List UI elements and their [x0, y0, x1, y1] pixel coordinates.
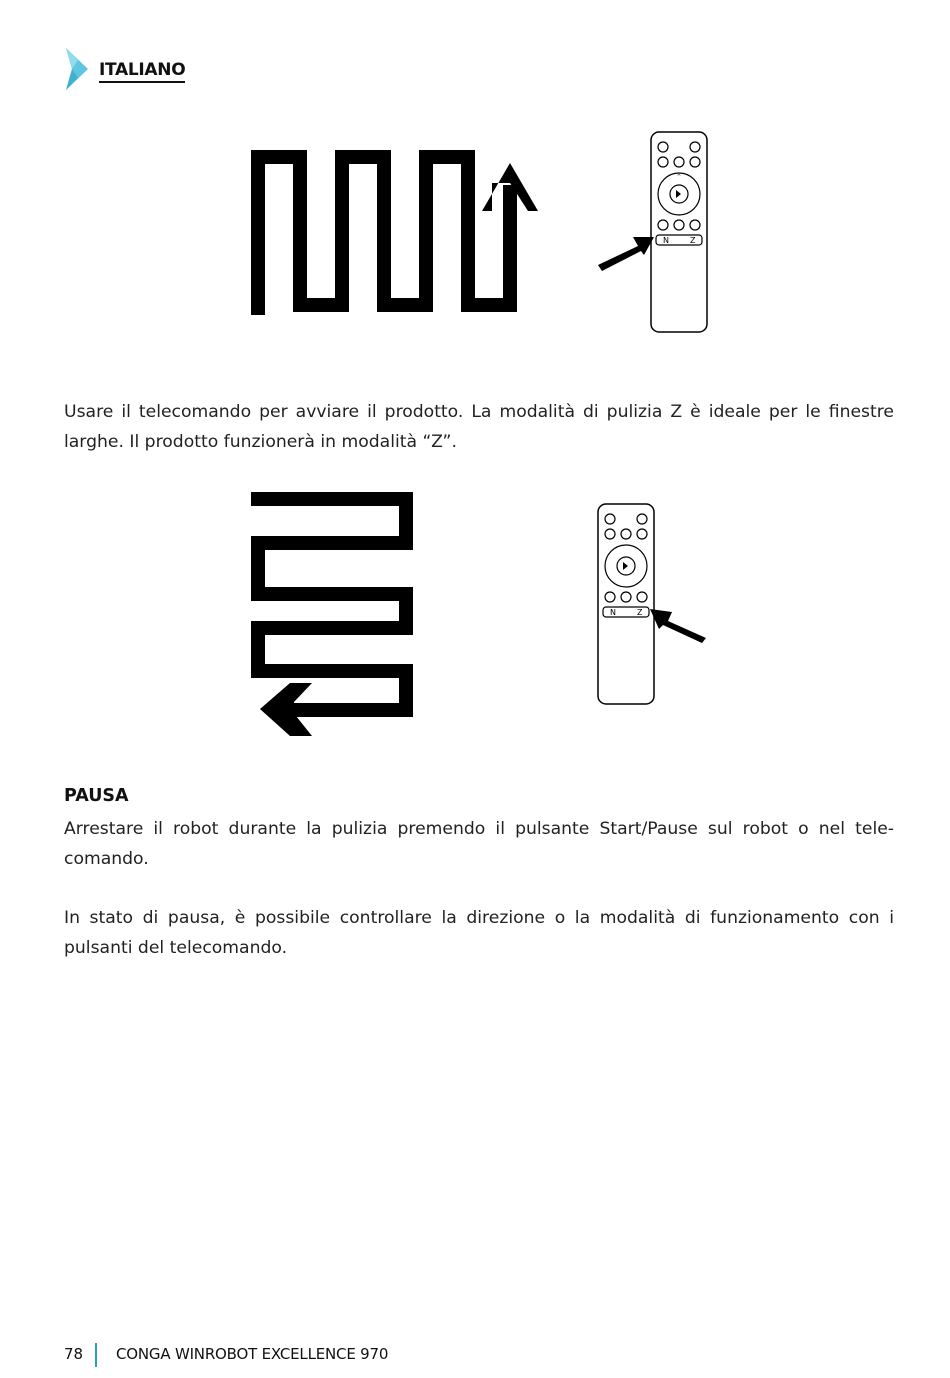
remote-z-label: Z — [637, 608, 643, 617]
chevron-logo-icon — [64, 46, 90, 92]
page-number: 78 — [64, 1345, 84, 1363]
z-pattern-path-icon — [251, 499, 406, 736]
pointer-arrow-icon — [598, 237, 654, 271]
pause-paragraph-1: Arrestare il robot durante la pulizia premendo il pulsante Start/Pause sul robot o nel tele-comando. — [64, 819, 894, 869]
remote-z-label: Z — [690, 236, 696, 245]
footer-product-name: CONGA WINROBOT EXCELLENCE 970 — [116, 1345, 389, 1363]
pause-heading: PAUSA — [64, 786, 129, 806]
n-pattern-path-icon — [258, 157, 538, 315]
paragraph-z-mode: Usare il telecomando per avviare il prodotto. La modalità di pulizia Z è ideale per le finestre larghe. Il prodotto funzionerà in modalità “Z”. — [64, 402, 894, 452]
pause-paragraph-2: In stato di pausa, è possibile controllare la direzione o la modalità di funzionamento con i pulsanti del telecomando. — [64, 908, 894, 958]
remote-control-icon — [651, 132, 707, 332]
remote-n-label: N — [610, 608, 616, 617]
language-label: ITALIANO — [99, 60, 185, 83]
svg-text:^: ^ — [676, 174, 682, 180]
figure-n-mode — [240, 125, 720, 340]
remote-n-label: N — [663, 236, 669, 245]
pointer-arrow-icon — [650, 609, 706, 643]
remote-control-icon — [598, 504, 654, 704]
footer-divider — [95, 1343, 97, 1367]
figure-z-mode — [240, 488, 720, 743]
